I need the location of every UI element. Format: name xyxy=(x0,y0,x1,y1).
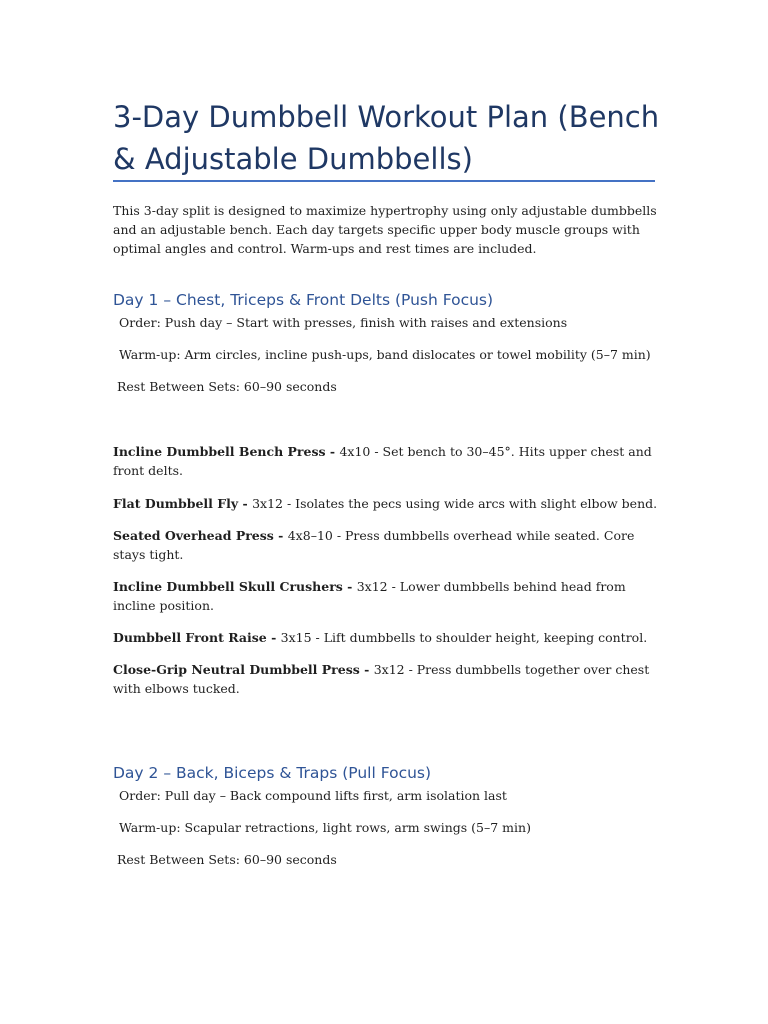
day1-rest: Rest Between Sets: 60–90 seconds xyxy=(117,379,337,394)
exercise-detail: 3x15 - Lift dumbbells to shoulder height, keeping control. xyxy=(280,630,648,645)
exercise-item xyxy=(113,494,658,513)
day2-warmup: Warm-up: Scapular retractions, light rows, arm swings (5–7 min) xyxy=(119,820,531,835)
exercise-detail: 3x12 - Press dumbbells together over chest with elbows tucked. xyxy=(113,662,650,696)
exercise-name: Close-Grip Neutral Dumbbell Press - xyxy=(113,662,374,677)
exercise-name: Incline Dumbbell Skull Crushers - xyxy=(113,579,357,594)
exercise-detail: 4x10 - Set bench to 30–45°. Hits upper chest and front delts. xyxy=(113,444,652,478)
day1-warmup: Warm-up: Arm circles, incline push-ups, band dislocates or towel mobility (5–7 min) xyxy=(119,347,651,362)
day1-heading: Day 1 – Chest, Triceps & Front Delts (Push Focus) xyxy=(113,291,494,309)
title-underline xyxy=(113,180,655,182)
exercise-detail: 3x12 - Isolates the pecs using wide arcs with slight elbow bend. xyxy=(252,496,658,511)
exercise-name: Dumbbell Front Raise - xyxy=(113,630,281,645)
exercise-name: Flat Dumbbell Fly - xyxy=(113,496,253,511)
exercise-item xyxy=(113,628,658,647)
day2-rest: Rest Between Sets: 60–90 seconds xyxy=(117,852,337,867)
exercise-name: Incline Dumbbell Bench Press - xyxy=(113,444,340,459)
exercise-item xyxy=(113,526,658,564)
day2-heading: Day 2 – Back, Biceps & Traps (Pull Focus) xyxy=(113,764,432,782)
document-title: 3-Day Dumbbell Workout Plan (Bench & Adjustable Dumbbells) xyxy=(113,100,660,176)
exercise-detail: 3x12 - Lower dumbbells behind head from incline position. xyxy=(113,579,626,613)
exercise-detail: 4x8–10 - Press dumbbells overhead while seated. Core stays tight. xyxy=(113,528,635,562)
exercise-item xyxy=(113,577,658,615)
intro-paragraph: This 3-day split is designed to maximize hypertrophy using only adjustable dumbbells and an adjustable bench. Each day targets specific upper body muscle groups with optimal angles and control. Warm-ups and rest times are included. xyxy=(113,203,657,256)
day2-order: Order: Pull day – Back compound lifts first, arm isolation last xyxy=(119,788,507,803)
exercise-name: Seated Overhead Press - xyxy=(113,528,288,543)
day1-order: Order: Push day – Start with presses, finish with raises and extensions xyxy=(119,315,568,330)
exercise-item xyxy=(113,442,658,480)
exercise-item xyxy=(113,660,658,698)
